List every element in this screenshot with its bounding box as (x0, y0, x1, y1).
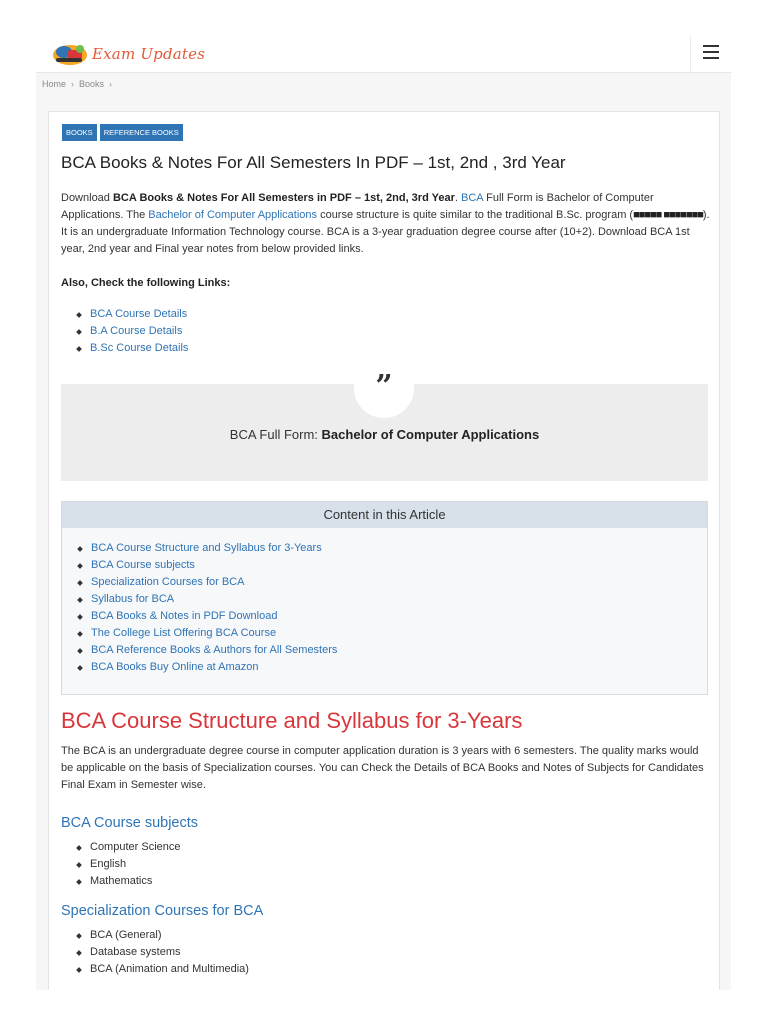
toc-link[interactable]: Syllabus for BCA (91, 593, 175, 605)
list-item (62, 625, 337, 642)
list-item: Computer Science (61, 839, 181, 856)
redacted-text: ■■■■■ ■■■■■■■ (633, 209, 703, 221)
logo-text[interactable]: Exam Updates (92, 45, 206, 63)
hamburger-icon[interactable] (703, 45, 721, 61)
list-item (62, 574, 337, 591)
list-item (61, 340, 188, 357)
site-header (36, 33, 731, 73)
link-ba-course-details[interactable]: B.A Course Details (90, 325, 183, 337)
toc-link[interactable]: BCA Course subjects (91, 559, 195, 571)
intro-paragraph: Download BCA Books & Notes For All Semesters in PDF – 1st, 2nd, 3rd Year. BCA Full Form is Bachelor of Computer Applications. The Bachelor of Computer Applications course structure is quite similar to the traditional B.Sc. program (■■■■■ ■■■■■■■). It is an undergraduate Information Technology course. BCA is a 3-year graduation degree course after (10+2). Download BCA 1st year, 2nd year and Final year notes from below provided links. (61, 192, 710, 255)
section-heading-subjects: BCA Course subjects (61, 815, 199, 831)
toc-list (62, 540, 337, 676)
link-bsc-course-details[interactable]: B.Sc Course Details (90, 342, 189, 354)
list-item (61, 323, 188, 340)
list-item: Mathematics (61, 873, 181, 890)
section-heading-specialization: Specialization Courses for BCA (61, 903, 264, 919)
toc-link[interactable]: Specialization Courses for BCA (91, 576, 245, 588)
quote-badge (354, 366, 414, 418)
list-item: BCA (General) (61, 927, 249, 944)
link-bca-course-details[interactable]: BCA Course Details (90, 308, 188, 320)
link-bca[interactable]: BCA (461, 192, 484, 204)
quote-text: BCA Full Form: Bachelor of Computer Applications (229, 427, 540, 442)
table-of-contents (61, 501, 708, 695)
breadcrumb-separator-icon: › (71, 79, 75, 89)
section-heading-course-structure: BCA Course Structure and Syllabus for 3-Years (61, 708, 523, 733)
subjects-list (61, 839, 181, 890)
course-structure-paragraph: The BCA is an undergraduate degree course in computer application duration is 3 years with 6 semesters. The quality marks would be applicable on the basis of Specialization courses. You can Check the Details of BCA Books and Notes of Subjects for Candidates Final Exam in Semester wise. (61, 745, 704, 791)
breadcrumb-home[interactable]: Home (42, 79, 67, 89)
toc-link[interactable]: BCA Course Structure and Syllabus for 3-Years (91, 542, 322, 554)
specialization-list (61, 927, 249, 978)
tag-reference-books[interactable]: REFERENCE BOOKS (100, 124, 183, 141)
quote-icon: ” (375, 369, 393, 404)
list-item (61, 306, 188, 323)
list-item: Database systems (61, 944, 249, 961)
toc-link[interactable]: The College List Offering BCA Course (91, 627, 277, 639)
intro-bold: BCA Books & Notes For All Semesters in PDF – 1st, 2nd, 3rd Year (112, 192, 455, 204)
article-card (48, 111, 720, 990)
link-bachelor-of-computer-applications[interactable]: Bachelor of Computer Applications (148, 209, 318, 221)
list-item (62, 591, 337, 608)
tag-books[interactable]: BOOKS (62, 124, 97, 141)
article-title: BCA Books & Notes For All Semesters In PDF – 1st, 2nd , 3rd Year (61, 153, 566, 172)
list-item (62, 659, 337, 676)
category-tags (62, 124, 183, 141)
list-item (62, 540, 337, 557)
list-item (62, 557, 337, 574)
list-item: BCA (Animation and Multimedia) (61, 961, 249, 978)
header-divider (690, 35, 691, 71)
list-item (62, 642, 337, 659)
full-form-quote (61, 369, 708, 481)
breadcrumb-separator-icon: › (109, 79, 113, 89)
quote-value: Bachelor of Computer Applications (321, 427, 540, 442)
list-item: English (61, 856, 181, 873)
toc-heading[interactable]: Content in this Article (62, 502, 707, 528)
toc-link[interactable]: BCA Books & Notes in PDF Download (91, 610, 278, 622)
toc-link[interactable]: BCA Books Buy Online at Amazon (91, 661, 259, 673)
logo-icon[interactable] (50, 41, 90, 67)
list-item (62, 608, 337, 625)
also-links-list (61, 306, 188, 357)
page (36, 33, 731, 990)
toc-link[interactable]: BCA Reference Books & Authors for All Semesters (91, 644, 338, 656)
breadcrumb-books[interactable]: Books (79, 79, 105, 89)
breadcrumb (42, 79, 112, 89)
also-check-label: Also, Check the following Links: (61, 277, 231, 289)
